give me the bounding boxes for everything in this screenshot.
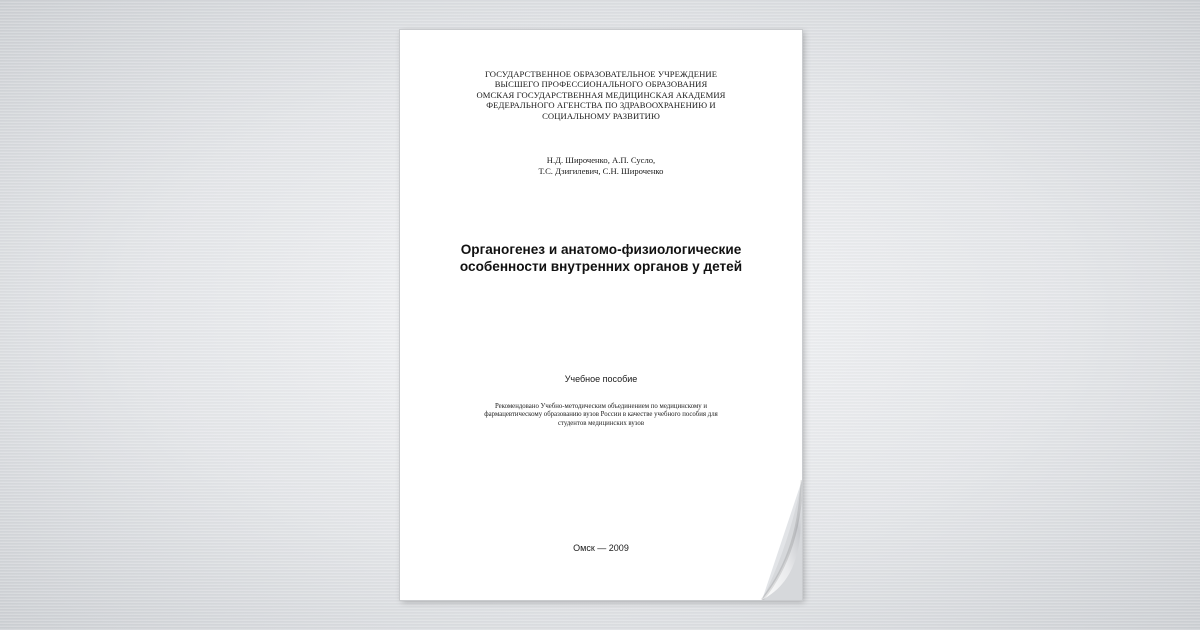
recommendation-note (460, 403, 742, 428)
recommendation-line: Рекомендовано Учебно-методическим объединением по медицинскому и (494, 403, 708, 410)
document-title (400, 241, 802, 275)
recommendation-line: фармацевтическому образованию вузов России в качестве учебного пособия для (484, 411, 718, 419)
city-year: Омск — 2009 (573, 543, 629, 553)
authors-line: Н.Д. Широченко, А.П. Сусло, (546, 155, 656, 165)
authors (400, 155, 802, 177)
institution-line: ГОСУДАРСТВЕННОЕ ОБРАЗОВАТЕЛЬНОЕ УЧРЕЖДЕНИЕ (484, 69, 718, 79)
institution-line: ФЕДЕРАЛЬНОГО АГЕНСТВА ПО ЗДРАВООХРАНЕНИЮ И (486, 100, 716, 111)
recommendation-line: студентов медицинских вузов (557, 419, 645, 427)
page-curl-icon (722, 480, 802, 600)
document-page (400, 30, 802, 600)
authors-line: Т.С. Дзигилевич, С.Н. Широченко (538, 166, 664, 176)
document-subtitle: Учебное пособие (564, 374, 638, 384)
title-line: особенности внутренних органов у детей (459, 259, 743, 274)
institution-header (400, 69, 802, 121)
institution-line: ВЫСШЕГО ПРОФЕССИОНАЛЬНОГО ОБРАЗОВАНИЯ (494, 79, 708, 90)
institution-line: ОМСКАЯ ГОСУДАРСТВЕННАЯ МЕДИЦИНСКАЯ АКАДЕМИЯ (476, 89, 726, 100)
title-line: Органогенез и анатомо-физиологические (460, 242, 742, 257)
institution-line: СОЦИАЛЬНОМУ РАЗВИТИЮ (542, 110, 660, 121)
